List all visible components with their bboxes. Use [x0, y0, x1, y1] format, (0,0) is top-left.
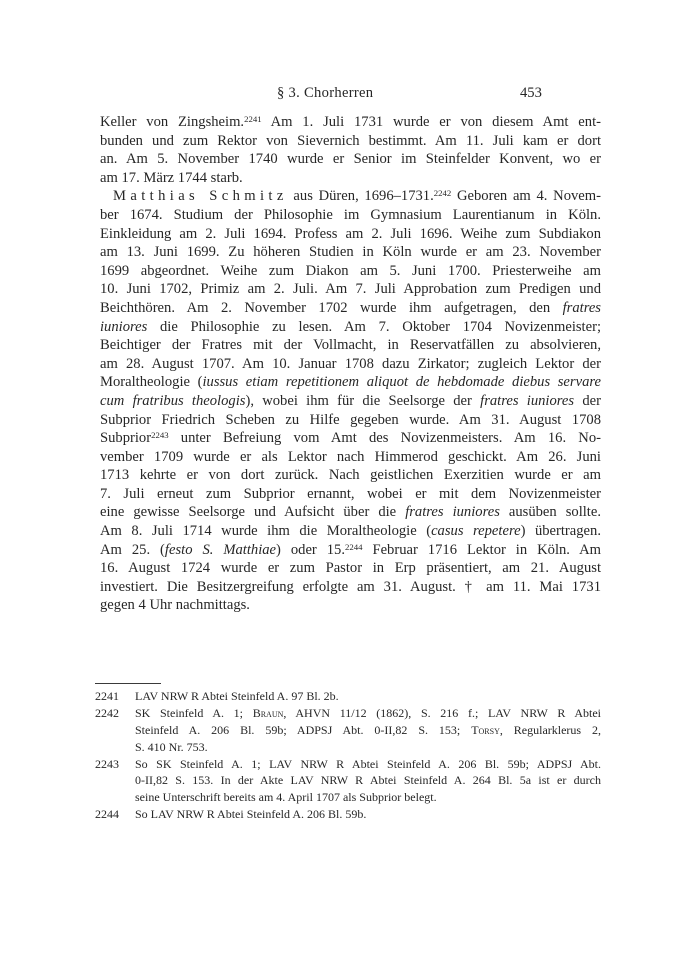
text-line	[100, 206, 601, 225]
text-segment: an. Am 5. November 1740 wurde er Senior im Steinfelder Konvent, wo er	[100, 151, 601, 168]
text-segment: S. 410 Nr. 753.	[135, 739, 208, 754]
text-line	[135, 688, 601, 705]
text-segment: Moraltheologie (	[100, 374, 203, 391]
text-segment: ber 1674. Studium der Philosophie im Gymnasium Laurentianum in Köln.	[100, 206, 601, 223]
text-line	[100, 596, 601, 615]
text-line	[100, 541, 601, 560]
body-text	[100, 113, 601, 615]
text-line	[100, 429, 601, 448]
text-segment: gegen 4 Uhr nachmittags.	[100, 597, 250, 614]
text-line	[135, 772, 601, 789]
footnote	[95, 705, 601, 756]
text-line	[100, 187, 601, 206]
text-segment: Torsy	[471, 722, 500, 737]
text-segment: iuniores	[100, 318, 148, 335]
text-segment: 7. Juli erneut zum Subprior ernannt, wobei er mit dem Novizenmeister	[100, 485, 601, 502]
page-number: 453	[520, 85, 542, 101]
text-line	[100, 355, 601, 374]
footnote-number: 2243	[95, 756, 119, 771]
text-segment: Subprior Friedrich Scheben zu Hilfe gegeben wurde. Am 31. August 1708	[100, 411, 601, 428]
text-segment: , AHVN 11/12 (1862), S. 216 f.; LAV NRW R Abtei	[283, 705, 601, 720]
text-segment: vember 1709 wurde er als Lektor nach Himmerod geschickt. Am 26. Juni	[100, 448, 601, 465]
text-segment: Steinfeld A. 206 Bl. 59b; ADPSJ Abt. 0-II,82 S. 153;	[135, 722, 472, 737]
text-line	[100, 522, 601, 541]
text-segment: fratres	[562, 299, 601, 316]
text-line	[100, 503, 601, 522]
text-line	[100, 559, 601, 578]
text-segment: Am 8. Juli 1714 wurde ihm die Moraltheologie (	[100, 523, 432, 540]
footnote-reference: 2241	[244, 113, 262, 124]
body-paragraph	[100, 113, 601, 187]
footnote-reference: 2242	[433, 188, 452, 199]
footnotes	[95, 688, 601, 823]
text-segment: , Regularklerus 2,	[499, 722, 602, 737]
text-segment: So SK Steinfeld A. 1; LAV NRW R Abtei Steinfeld A. 206 Bl. 59b; ADPSJ Abt.	[135, 756, 601, 771]
text-line	[100, 336, 601, 355]
footnote-number: 2244	[95, 807, 119, 822]
text-segment: Am 25. (	[100, 541, 165, 558]
text-segment: SK Steinfeld A. 1;	[135, 705, 253, 720]
text-segment: seine Unterschrift bereits am 4. April 1707 als Subprior belegt.	[135, 790, 437, 805]
footnote-number: 2242	[95, 705, 119, 720]
text-segment: casus repetere	[431, 523, 521, 540]
text-line	[100, 411, 601, 430]
text-segment: am 28. August 1707. Am 10. Januar 1708 dazu Zirkator; zugleich Lektor der	[100, 355, 601, 372]
text-segment: eine gewisse Seelsorge und Aufsicht über die	[100, 504, 406, 521]
text-line	[100, 578, 601, 597]
footnote-text	[135, 806, 601, 823]
text-line	[100, 299, 601, 318]
footnote-number: 2241	[95, 689, 119, 703]
text-segment: fratres iuniores	[480, 392, 575, 409]
section-title: § 3. Chorherren	[277, 85, 374, 101]
footnote	[95, 756, 601, 807]
text-line	[100, 448, 601, 467]
text-segment: cum fratribus theologis	[100, 392, 246, 409]
running-header	[0, 85, 700, 105]
text-segment: Beichthören. Am 2. November 1702 wurde ihm aufgetragen, den	[100, 299, 563, 316]
text-segment: Februar 1716 Lektor in Köln. Am	[362, 541, 601, 558]
text-line	[100, 485, 601, 504]
text-segment: 1713 kehrte er von dort zurück. Nach geistlichen Exerzitien wurde er am	[100, 467, 601, 484]
text-segment: Braun	[252, 705, 284, 720]
text-line	[135, 789, 601, 806]
text-segment: 0-II,82 S. 153. In der Akte LAV NRW R Abtei Steinfeld A. 264 Bl. 5a ist er durch	[135, 773, 601, 788]
text-segment: ) oder 15.	[276, 541, 345, 558]
text-segment: aus Düren, 1696–1731.	[287, 188, 434, 205]
text-line	[135, 756, 601, 773]
text-line	[135, 806, 601, 823]
text-line	[100, 466, 601, 485]
text-line	[135, 722, 601, 739]
text-line	[100, 243, 601, 262]
text-segment: Subprior	[100, 430, 152, 447]
footnote-text	[135, 756, 601, 807]
text-segment: am 17. März 1744 starb.	[100, 169, 243, 186]
text-segment: fratres iuniores	[405, 504, 500, 521]
text-line	[100, 113, 601, 132]
text-line	[135, 739, 601, 756]
text-line	[100, 373, 601, 392]
text-segment: Einkleidung am 2. Juli 1694. Profess am 2. Juli 1696. Weihe zum Subdiakon	[100, 225, 601, 242]
text-segment: Keller von Zingsheim.	[100, 114, 245, 130]
body-paragraph	[100, 187, 601, 615]
text-line	[100, 318, 601, 337]
text-segment: am 13. Juni 1699. Zu höheren Studien in Köln wurde er am 23. November	[100, 244, 601, 261]
text-segment: Geboren am 4. Novem-	[451, 188, 601, 205]
footnote	[95, 806, 601, 823]
text-line	[100, 150, 601, 169]
text-segment: festo S. Matthiae	[164, 541, 277, 558]
text-segment: bunden und zum Rektor von Sievernich bestimmt. Am 11. Juli kam er dort	[100, 132, 601, 149]
footnote	[95, 688, 601, 705]
text-line	[100, 392, 601, 411]
text-segment: der	[574, 392, 601, 409]
text-segment: ) übertragen.	[520, 523, 601, 540]
text-segment: die Philosophie zu lesen. Am 7. Oktober 1704 Novizenmeister;	[147, 318, 601, 335]
text-segment: 10. Juni 1702, Primiz am 2. Juli. Am 7. Juli Approbation zum Predigen und	[100, 281, 601, 298]
text-segment: 16. August 1724 wurde er zum Pastor in Erp präsentiert, am 21. August	[100, 560, 601, 577]
text-segment: investiert. Die Besitzergreifung erfolgte am 31. August. † am 11. Mai 1731	[100, 578, 601, 595]
text-segment: So LAV NRW R Abtei Steinfeld A. 206 Bl. 59b.	[135, 807, 367, 822]
footnote-reference: 2244	[345, 541, 363, 552]
text-segment: 1699 abgeordnet. Weihe zum Diakon am 5. Juni 1700. Priesterweihe am	[100, 262, 601, 279]
footnote-separator	[95, 683, 161, 684]
text-segment: LAV NRW R Abtei Steinfeld A. 97 Bl. 2b.	[135, 689, 339, 703]
text-segment: iussus etiam repetitionem aliquot de hebdomade diebus servare	[202, 374, 601, 391]
text-segment: Beichtiger der Fratres mit der Vollmacht, in Reservatfällen zu absolvieren,	[100, 337, 601, 354]
text-segment: Am 1. Juli 1731 wurde er von diesem Amt ent-	[261, 114, 601, 130]
text-segment: ausüben sollte.	[499, 504, 601, 521]
text-line	[100, 132, 601, 151]
text-line	[100, 280, 601, 299]
footnote-text	[135, 688, 601, 705]
text-line	[135, 705, 601, 722]
text-segment: Matthias Schmitz	[113, 188, 288, 205]
text-line	[100, 225, 601, 244]
text-segment: ), wobei ihm für die Seelsorge der	[245, 392, 481, 409]
footnote-reference: 2243	[151, 429, 169, 440]
footnote-text	[135, 705, 601, 756]
text-segment: unter Befreiung vom Amt des Novizenmeisters. Am 16. No-	[168, 430, 601, 447]
text-line	[100, 169, 601, 188]
text-line	[100, 262, 601, 281]
